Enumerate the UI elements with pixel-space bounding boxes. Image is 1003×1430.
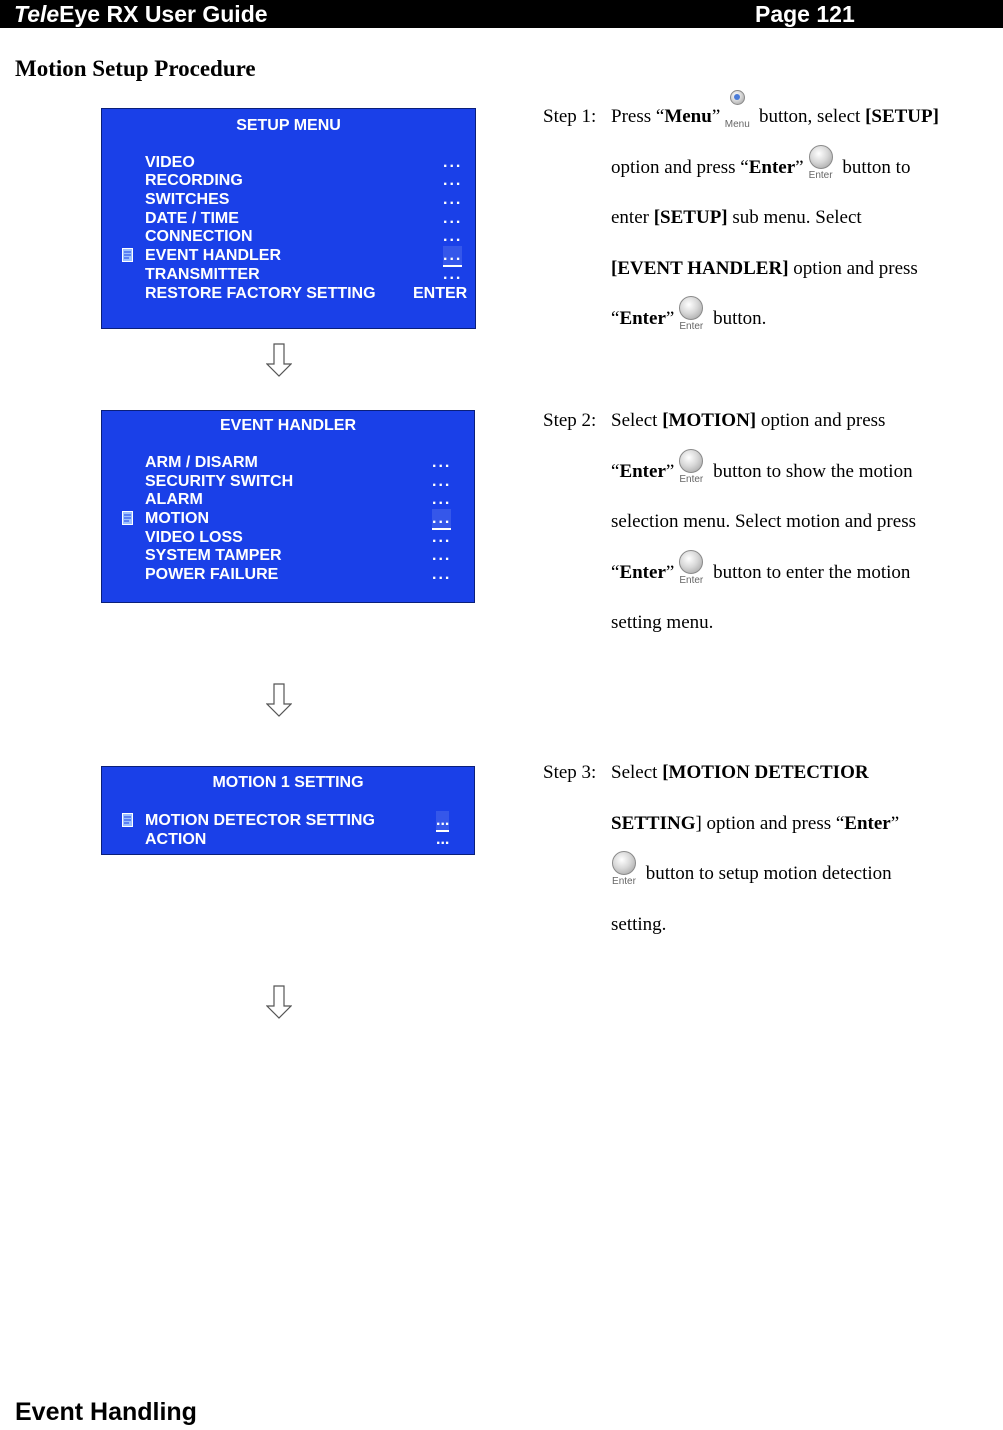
next-section-title: Event Handling bbox=[15, 1398, 197, 1426]
menu-item: SYSTEM TAMPER bbox=[145, 547, 282, 564]
menu-value: ... bbox=[432, 473, 452, 490]
enter-button-icon: Enter bbox=[676, 306, 706, 336]
menu-item-selected: MOTION DETECTOR SETTING bbox=[145, 812, 375, 829]
menu-value: ... bbox=[443, 266, 463, 283]
enter-button-icon: Enter bbox=[806, 155, 836, 185]
menu-value: ... bbox=[436, 831, 450, 848]
menu-value: ... bbox=[432, 547, 452, 564]
menu-item: SECURITY SWITCH bbox=[145, 473, 294, 490]
menu-item: POWER FAILURE bbox=[145, 566, 279, 583]
menu-item: SWITCHES bbox=[145, 191, 230, 208]
step-1 bbox=[543, 92, 963, 352]
step-text: Select [MOTION DETECTIOR SETTING] option and press “Enter” Enter button to setup motion detection setting. bbox=[611, 762, 900, 935]
menu-value-selected: ... bbox=[436, 811, 449, 832]
down-arrow-icon bbox=[266, 683, 292, 717]
selection-cursor-icon bbox=[122, 511, 133, 525]
menu-item: ALARM bbox=[145, 491, 203, 508]
menu-value: ... bbox=[443, 154, 463, 171]
enter-button-icon: Enter bbox=[676, 459, 706, 489]
page-header bbox=[0, 0, 1003, 28]
menu-value: ... bbox=[443, 172, 463, 189]
menu-value: ... bbox=[443, 191, 463, 208]
selection-cursor-icon bbox=[122, 813, 133, 827]
menu-item: DATE / TIME bbox=[145, 210, 239, 227]
guide-title: TeleEye RX User Guide bbox=[14, 1, 268, 27]
menu-value: ... bbox=[432, 566, 452, 583]
page-number: Page 121 bbox=[755, 1, 855, 27]
step-text: Select [MOTION] option and press “Enter” Enter button to show the motion selection menu. Select motion and press “Enter” Enter button to enter the motion setting menu. bbox=[611, 410, 916, 633]
menu-item-selected: MOTION bbox=[145, 510, 209, 527]
menu-item: RESTORE FACTORY SETTING bbox=[145, 285, 376, 302]
down-arrow-icon bbox=[266, 343, 292, 377]
menu-item: ACTION bbox=[145, 831, 207, 848]
menu-item-selected: EVENT HANDLER bbox=[145, 247, 282, 264]
section-title: Motion Setup Procedure bbox=[15, 56, 256, 81]
menu-value-selected: ... bbox=[432, 509, 451, 530]
step-label: Step 3: bbox=[543, 762, 597, 783]
motion-setting-screen bbox=[101, 766, 475, 855]
menu-item: RECORDING bbox=[145, 172, 243, 189]
menu-item: CONNECTION bbox=[145, 228, 253, 245]
event-handler-screen bbox=[101, 410, 475, 603]
menu-value: ENTER bbox=[413, 285, 468, 302]
setup-menu-title: SETUP MENU bbox=[236, 117, 341, 134]
menu-item: ARM / DISARM bbox=[145, 454, 258, 471]
menu-button-icon: Menu bbox=[722, 104, 752, 134]
menu-value: ... bbox=[432, 529, 452, 546]
step-label: Step 2: bbox=[543, 410, 597, 431]
step-label: Step 1: bbox=[543, 106, 597, 127]
down-arrow-icon bbox=[266, 985, 292, 1019]
selection-cursor-icon bbox=[122, 248, 133, 262]
menu-value: ... bbox=[432, 491, 452, 508]
step-text: Press “Menu” Menu button, select [SETUP] option and press “Enter” Enter button to enter [SETUP] sub menu. Select [EVENT HANDLER] option and press “Enter” Enter button. bbox=[611, 92, 956, 345]
motion-setting-title: MOTION 1 SETTING bbox=[212, 774, 364, 791]
menu-value: ... bbox=[443, 210, 463, 227]
setup-menu-screen bbox=[101, 108, 476, 329]
menu-item: VIDEO LOSS bbox=[145, 529, 243, 546]
menu-value: ... bbox=[443, 228, 463, 245]
step-3 bbox=[543, 748, 963, 958]
step-2 bbox=[543, 396, 963, 656]
enter-button-icon: Enter bbox=[676, 560, 706, 590]
enter-button-icon: Enter bbox=[609, 861, 639, 891]
event-handler-title: EVENT HANDLER bbox=[219, 417, 356, 434]
menu-value-selected: ... bbox=[443, 246, 462, 267]
menu-item: TRANSMITTER bbox=[145, 266, 260, 283]
menu-item: VIDEO bbox=[145, 154, 195, 171]
menu-value: ... bbox=[432, 454, 452, 471]
